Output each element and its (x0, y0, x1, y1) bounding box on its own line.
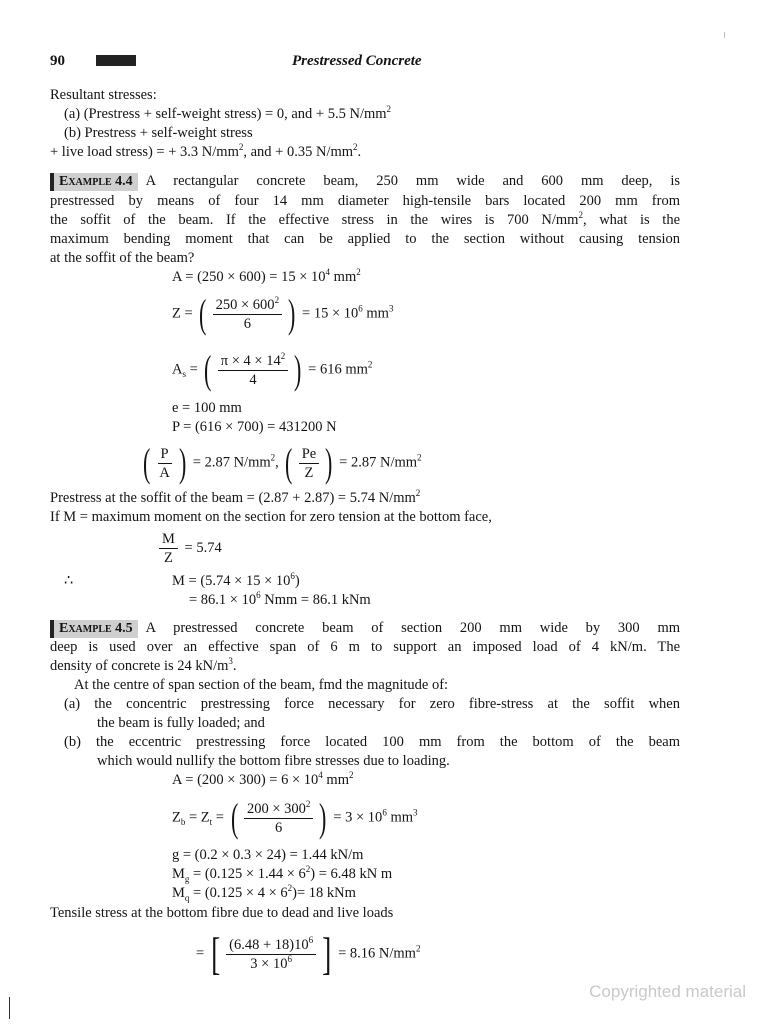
eq-moment-over-modulus: $\frac{M}{Z}$ = 5.74 (156, 530, 222, 567)
resultant-item-b-cont: + live load stress) = + 3.3 $N/mm^2$, and + 0.35 $N/mm^2$. (50, 142, 362, 160)
example-4-5-part-b-line-2: which would nullify the bottom fibre stresses due to loading. (97, 753, 450, 769)
eq-section-modulus-4-4: Z = ( $\frac{250 \times 600^2}{6}$ ) = $15 \times 10^6$ $mm^3$ (172, 291, 394, 336)
eq-moment-calc: $M = (5.74 \times 15 \times 10^6)$ (172, 571, 300, 589)
example-4-4-intro-line-4: maximum bending moment that can be applied to the section without causing tension (50, 231, 680, 247)
example-4-4-intro-line-2: prestressed by means of four 14 mm diameter high-tensile bars located 200 mm from (50, 193, 680, 209)
example-4-5-part-b-line-1: (b) the eccentric prestressing force located 100 mm from the bottom of the beam (64, 734, 680, 750)
copyright-watermark: Copyrighted material (589, 982, 746, 1001)
eq-area-4-4: $A = (250 \times 600) = 15 \times 10^4$ $mm^2$ (172, 267, 361, 285)
example-4-4-intro-line-1: Example 4.4 A rectangular concrete beam, 250 mm wide and 600 mm deep, is (50, 172, 680, 191)
therefore-symbol: ∴ (64, 573, 74, 589)
example-4-5-part-a-line-1: (a) the concentric prestressing force necessary for zero fibre-stress at the soffit when (64, 696, 680, 712)
resultant-item-a: (a) (Prestress + self-weight stress) = 0, and + 5.5 $N/mm^2$ (64, 104, 392, 122)
example-4-4-intro-line-5: at the soffit of the beam? (50, 250, 195, 266)
eq-section-modulus-4-5: $Z_b = Z_t$ = ( $\frac{200 \times 300^2}{6}$ ) = $3 \times 10^6$ $mm^3$ (172, 795, 418, 840)
example-4-5-intro-line-2: deep is used over an effective span of 6 m to support an imposed load of 4 kN/m. The (50, 639, 680, 655)
tensile-stress-line: Tensile stress at the bottom fibre due to dead and live loads (50, 905, 394, 921)
example-4-5-part-a-line-2: the beam is fully loaded; and (97, 715, 265, 731)
example-4-5-intro-line-3: density of concrete is 24 $kN/m^3$. (50, 656, 237, 674)
eq-tensile-stress: = [ $\frac{(6.48 + 18)10^6}{3 \times 10^6}$ ] = 8.16 $N/mm^2$ (196, 928, 421, 979)
example-4-4-intro-line-3: the soffit of the beam. If the effective stress in the wires is 700 $N/mm^2$, what is the (50, 210, 681, 228)
page-tick-mark (724, 32, 725, 38)
running-title: Prestressed Concrete (292, 53, 422, 69)
example-4-5-badge: Example 4.5 (50, 620, 138, 638)
header-logo-mark (96, 55, 136, 66)
eq-eccentricity: e = 100 mm (172, 400, 242, 416)
max-moment-definition: If M = maximum moment on the section for zero tension at the bottom face, (50, 509, 492, 525)
eq-dead-load-moment: $M_g = (0.125 \times 1.44 \times 6^2) = 6.48$ kN m (172, 864, 393, 884)
eq-prestress-force: P = (616 × 700) = 431200 N (172, 419, 337, 435)
eq-stress-components: ( $\frac{P}{A}$ ) = 2.87 $N/mm^2$, ( $\frac{Pe}{Z}$ ) = 2.87 $N/mm^2$ (142, 440, 422, 485)
example-4-5-task: At the centre of span section of the beam, fmd the magnitude of: (74, 677, 449, 693)
page-number: 90 (50, 53, 65, 69)
eq-live-load-moment: $M_q = (0.125 \times 4 \times 6^2)= 18$ kNm (172, 883, 356, 903)
eq-moment-result: = $86.1 \times 10^6$ Nmm = 86.1 kNm (189, 590, 371, 608)
resultant-item-b: (b) Prestress + self-weight stress (64, 125, 253, 141)
eq-steel-area-4-4: $A_s$ = ( $\frac{\pi \times 4 \times 14^2}{4}$ ) = 616 $mm^2$ (172, 347, 373, 392)
example-4-5-intro-line-1: Example 4.5 A prestressed concrete beam of section 200 mm wide by 300 mm (50, 619, 680, 638)
eq-area-4-5: $A = (200 \times 300) = 6 \times 10^4$ $mm^2$ (172, 770, 354, 788)
resultant-heading: Resultant stresses: (50, 87, 157, 103)
page-edge-mark (9, 997, 10, 1019)
eq-self-weight: g = (0.2 × 0.3 × 24) = 1.44 kN/m (172, 847, 364, 863)
example-4-4-badge: Example 4.4 (50, 173, 138, 191)
soffit-prestress-line: Prestress at the soffit of the beam = (2.87 + 2.87) = 5.74 $N/mm^2$ (50, 488, 421, 506)
